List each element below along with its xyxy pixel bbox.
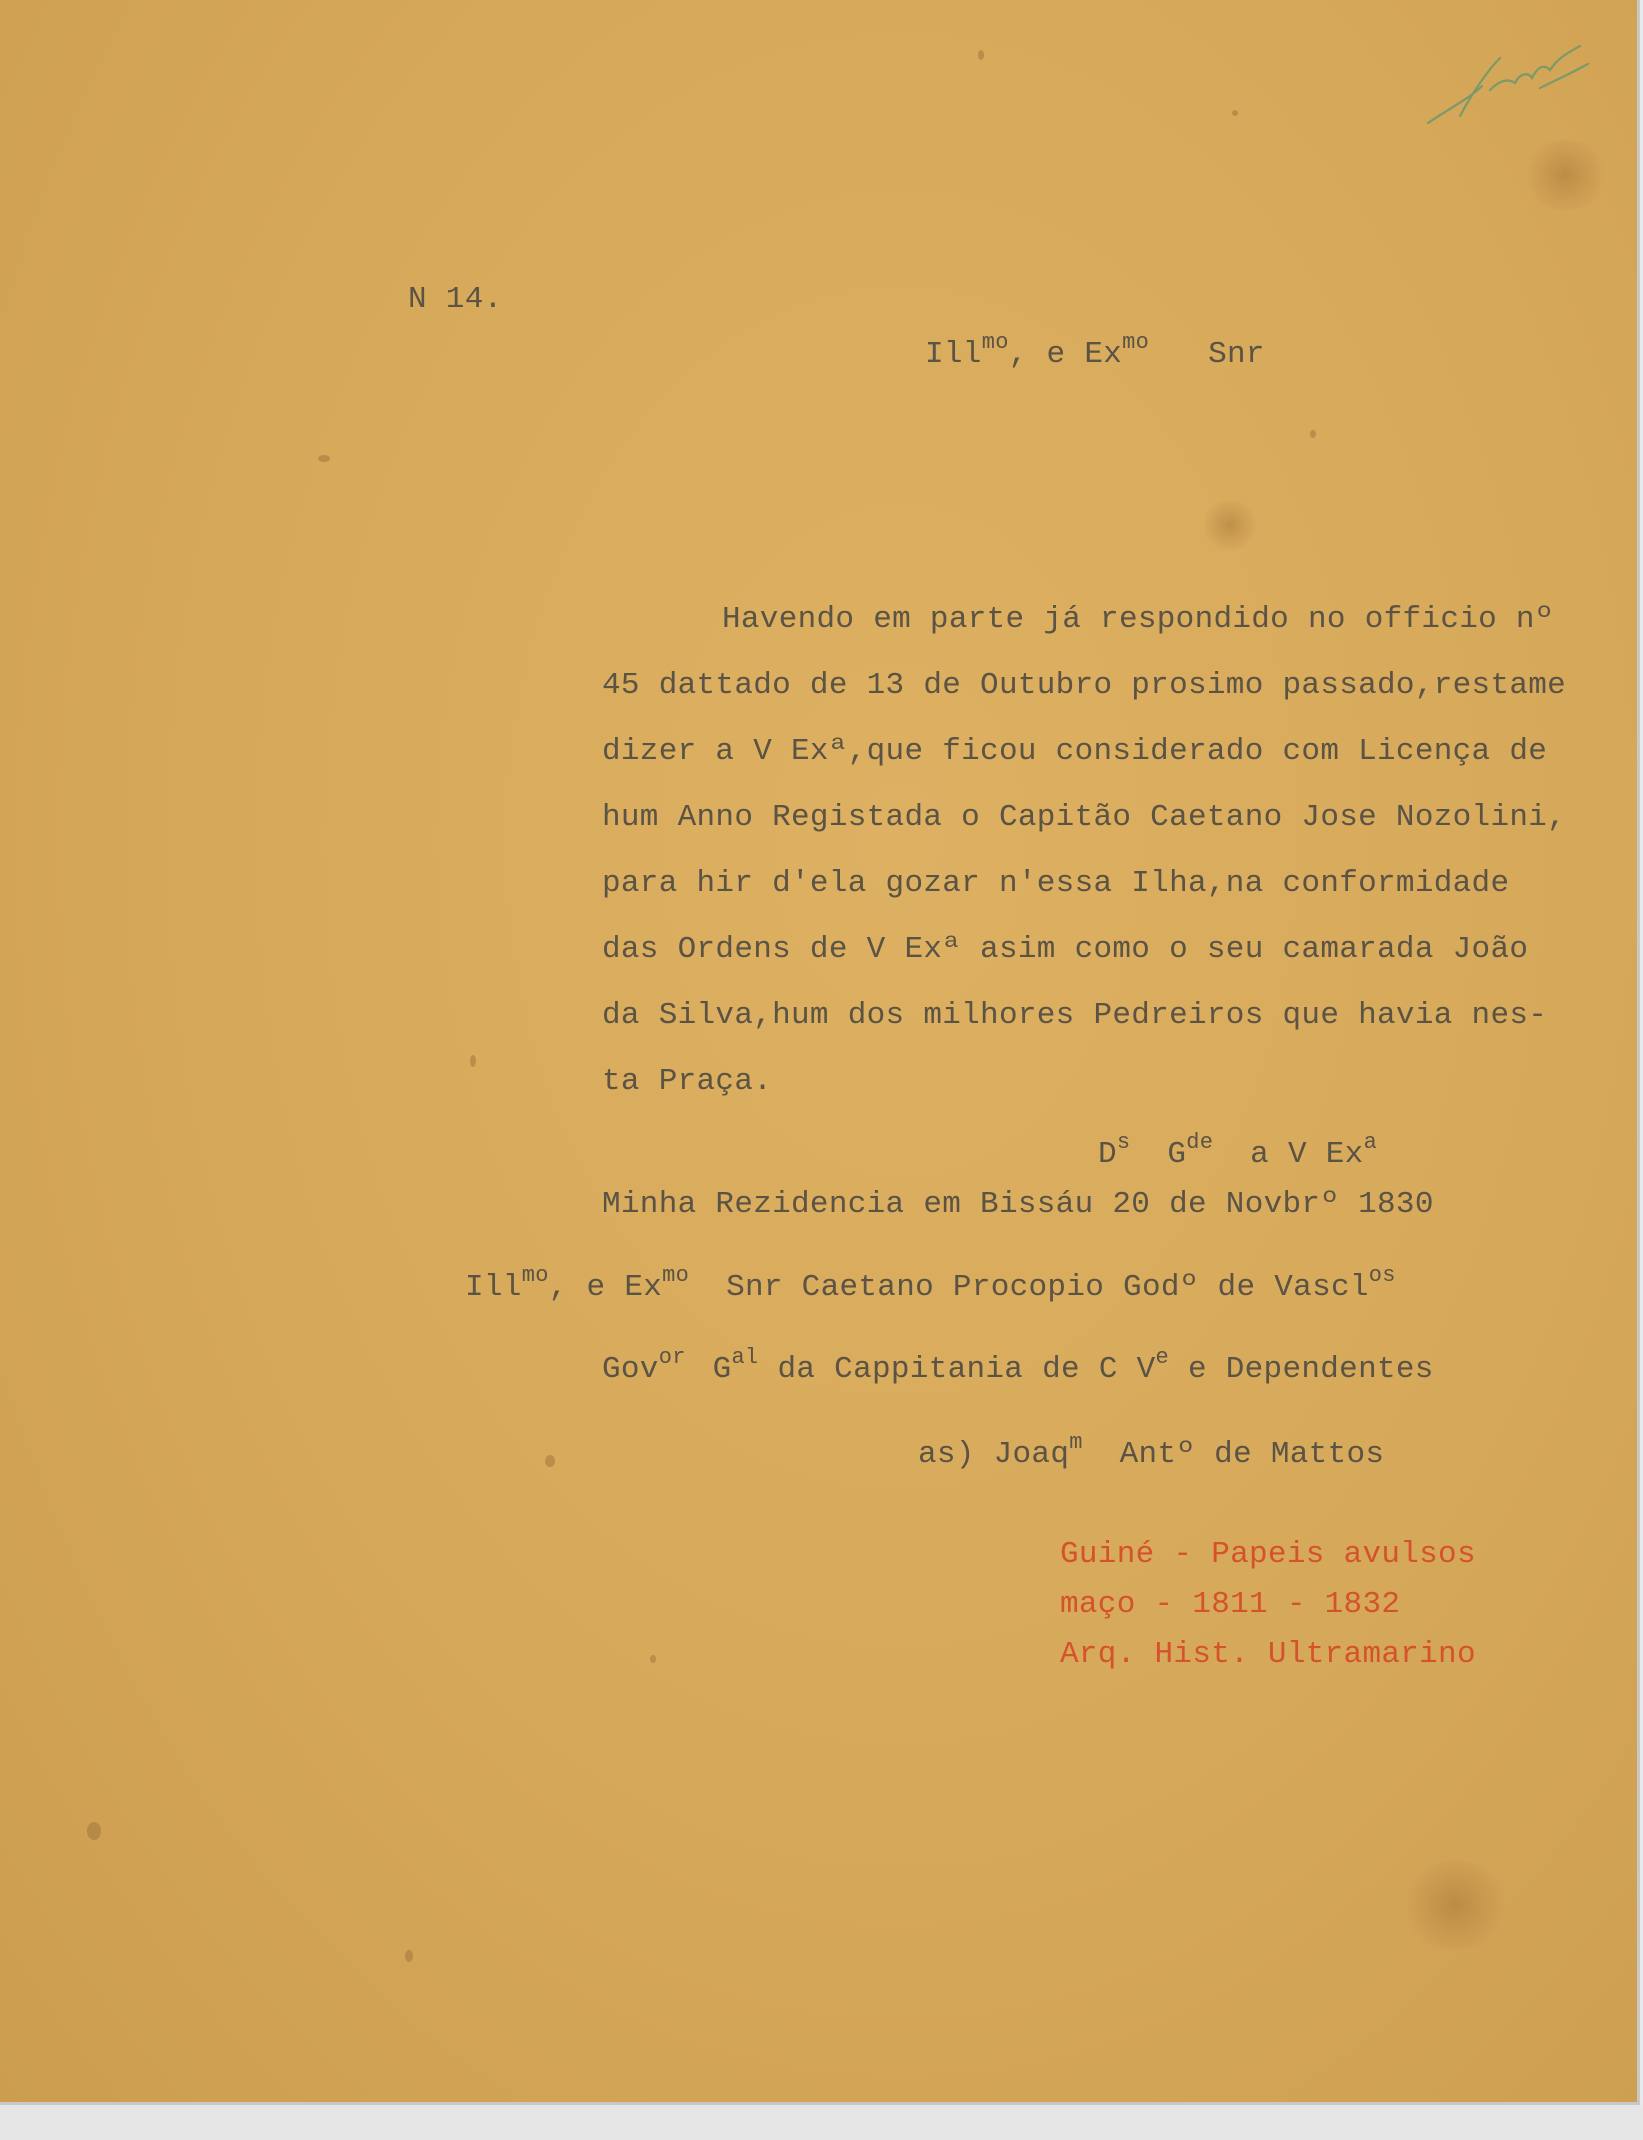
stain <box>1520 140 1610 210</box>
speck <box>1310 430 1316 438</box>
speck <box>545 1455 555 1467</box>
speck <box>650 1655 656 1663</box>
speck <box>405 1950 413 1962</box>
salutation: Ill$^{mo}$, e $Ex^{mo}$ Snr <box>925 330 1265 372</box>
body-line: das Ordens de V Exª asim como o seu camarada João <box>602 932 1529 967</box>
body-line: hum Anno Registada o Capitão Caetano Jose Nozolini, <box>602 800 1567 835</box>
speck <box>978 50 984 60</box>
body-line: 45 dattado de 13 de Outubro prosimo passado,restame <box>602 668 1567 703</box>
archive-note-line: Arq. Hist. Ultramarino <box>1060 1637 1476 1672</box>
archive-note-line: maço - 1811 - 1832 <box>1060 1587 1401 1622</box>
document-number: N 14. <box>408 282 503 317</box>
scan-margin <box>0 2105 1643 2140</box>
archive-note-line: Guiné - Papeis avulsos <box>1060 1537 1476 1572</box>
signature: as) Joaq$^m$ Antº de Mattos <box>918 1430 1385 1472</box>
speck <box>1232 110 1238 116</box>
speck <box>470 1055 476 1067</box>
body-line: dizer a V Exª,que ficou considerado com Licença de <box>602 734 1548 769</box>
body-line: ta Praça. <box>602 1064 773 1099</box>
stain <box>1400 1860 1510 1950</box>
stain <box>1200 500 1260 550</box>
body-line: da Silva,hum dos milhores Pedreiros que havia nes- <box>602 998 1548 1033</box>
closing-formula: $D^s$ $G^{de}$ a V Ex$^a$ <box>1098 1130 1378 1172</box>
speck <box>87 1822 101 1840</box>
pencil-annotation <box>1420 28 1600 138</box>
place-date: Minha Rezidencia em Bissáu 20 de Novbrº 1830 <box>602 1187 1434 1222</box>
body-line: Havendo em parte já respondido no officio nº <box>722 602 1554 637</box>
addressee-line-1: Ill$^{mo}$, e $Ex^{mo}$ Snr Caetano Procopio Godº de Vascl$^{os}$ <box>465 1263 1396 1305</box>
speck <box>318 455 330 462</box>
body-line: para hir d'ela gozar n'essa Ilha,na conformidade <box>602 866 1510 901</box>
addressee-line-2: Gov$^{or}$ $G^{al}$ da Cappitania de C Ve e Dependentes <box>602 1345 1434 1387</box>
